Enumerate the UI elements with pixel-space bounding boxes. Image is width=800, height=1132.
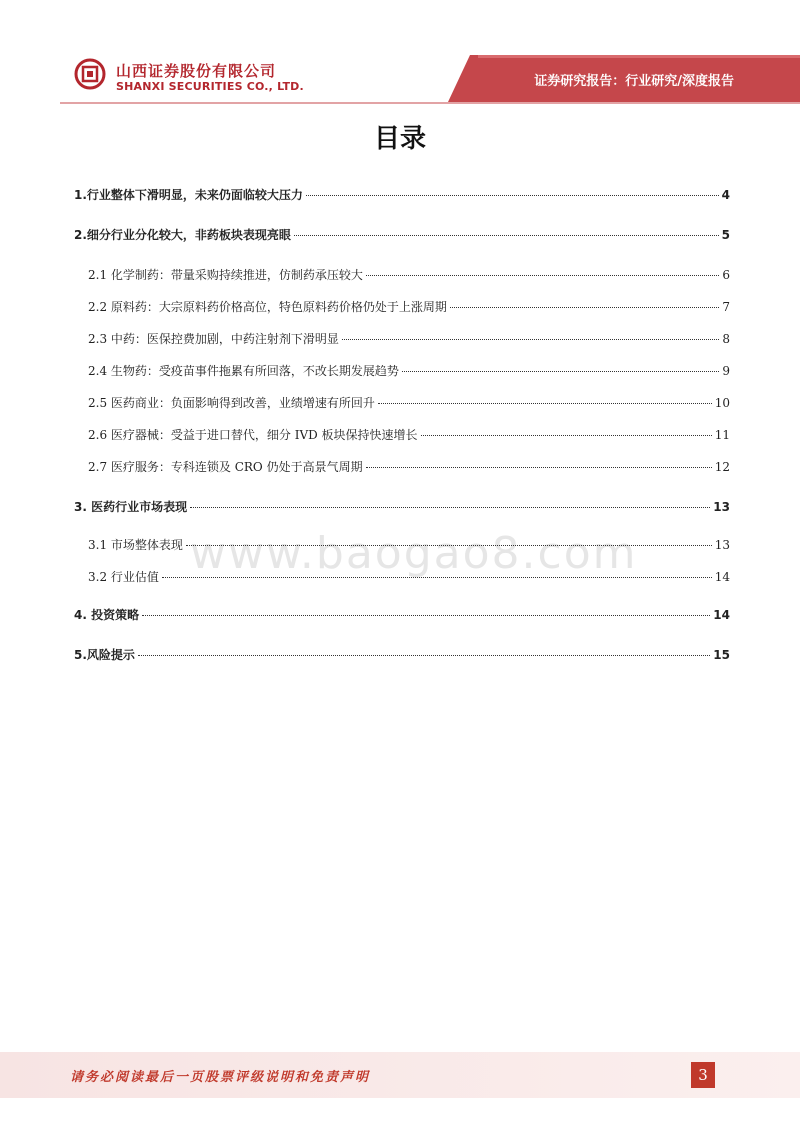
watermark: www.baogao8.com	[190, 528, 638, 579]
disclaimer-text: 请务必阅读最后一页股票评级说明和免责声明	[70, 1070, 371, 1085]
toc-entry-3[interactable]: 3. 医药行业市场表现 13	[74, 500, 730, 514]
toc-entry-2-4[interactable]: 2.4 生物药：受疫苗事件拖累有所回落，不改长期发展趋势 9	[88, 364, 730, 378]
toc-entry-2-5[interactable]: 2.5 医药商业：负面影响得到改善，业绩增速有所回升 10	[88, 396, 730, 410]
toc-entry-3-1[interactable]: 3.1 市场整体表现 13	[88, 538, 730, 552]
company-name-en: SHANXI SECURITIES CO., LTD.	[116, 80, 304, 93]
company-logo-icon	[74, 58, 106, 90]
toc-entry-2[interactable]: 2.细分行业分化较大，非药板块表现亮眼 5	[74, 228, 730, 242]
page-number: 3	[691, 1062, 715, 1088]
company-name-cn: 山西证券股份有限公司	[116, 62, 277, 80]
toc-entry-2-7[interactable]: 2.7 医疗服务：专科连锁及 CRO 仍处于高景气周期 12	[88, 460, 730, 474]
toc-entry-5[interactable]: 5.风险提示 15	[74, 648, 730, 662]
toc-entry-4[interactable]: 4. 投资策略 14	[74, 608, 730, 622]
toc-entry-2-1[interactable]: 2.1 化学制药：带量采购持续推进，仿制药承压较大 6	[88, 268, 730, 282]
report-header	[0, 0, 800, 105]
toc-entry-3-2[interactable]: 3.2 行业估值 14	[88, 570, 730, 584]
report-type-label: 证券研究报告：行业研究/深度报告	[534, 74, 734, 89]
page-title: 目录	[373, 124, 426, 154]
toc-entry-1[interactable]: 1.行业整体下滑明显，未来仍面临较大压力 4	[74, 188, 730, 202]
toc-entry-2-3[interactable]: 2.3 中药：医保控费加剧，中药注射剂下滑明显 8	[88, 332, 730, 346]
toc-entry-2-6[interactable]: 2.6 医疗器械：受益于进口替代，细分 IVD 板块保持快速增长 11	[88, 428, 730, 442]
toc-entry-2-2[interactable]: 2.2 原料药：大宗原料药价格高位，特色原料药价格仍处于上涨周期 7	[88, 300, 730, 314]
